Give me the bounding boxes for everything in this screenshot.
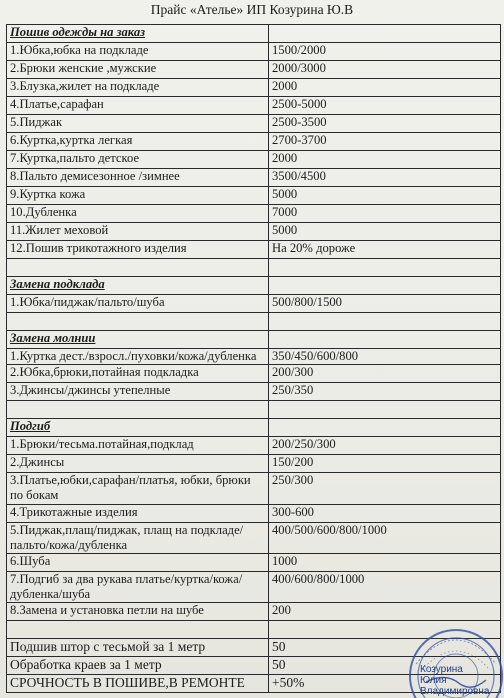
signature-line: Юлия: [420, 675, 447, 686]
service-name: 3.Джинсы/джинсы утепелные: [7, 383, 269, 401]
section-row: [7, 419, 501, 437]
service-name: 6.Куртка,куртка легкая: [7, 133, 269, 151]
service-name: 2.Юбка,брюки,потайная подкладка: [7, 365, 269, 383]
section-row: [7, 277, 501, 295]
service-name: 7.Подгиб за два рукава платье/куртка/кожа/дубленка/шуба: [7, 572, 269, 603]
table-row: [7, 554, 501, 572]
service-price: 7000: [269, 205, 501, 223]
service-name: 5.Пиджак,плащ/пиджак, плащ на подкладе/пальто/кожа/дубленка: [7, 522, 269, 553]
table-row: [7, 473, 501, 504]
table-row: [7, 437, 501, 455]
service-price: 1000: [269, 554, 501, 572]
service-price: 5000: [269, 223, 501, 241]
table-row: [7, 504, 501, 522]
service-name: 11.Жилет меховой: [7, 223, 269, 241]
table-row: [7, 115, 501, 133]
section-title: Пошив одежды на заказ: [7, 25, 269, 43]
table-row: [7, 383, 501, 401]
service-price: 50: [269, 639, 501, 657]
service-name: 7.Куртка,пальто детское: [7, 151, 269, 169]
table-row: [7, 241, 501, 259]
table-row: [7, 79, 501, 97]
table-row: [7, 133, 501, 151]
price-table: [6, 24, 501, 693]
service-name: 1.Куртка дест./взросл./пуховки/кожа/дубленка: [7, 349, 269, 365]
service-price: 2000: [269, 151, 501, 169]
service-price: 5000: [269, 187, 501, 205]
blank-row: [7, 401, 501, 419]
service-name: 4.Платье,сарафан: [7, 97, 269, 115]
table-row: [7, 223, 501, 241]
service-price: 1500/2000: [269, 43, 501, 61]
service-price: 2000/3000: [269, 61, 501, 79]
service-price: 200/250/300: [269, 437, 501, 455]
service-price: +50%: [269, 675, 501, 693]
table-row: [7, 522, 501, 553]
section-row: [7, 331, 501, 349]
service-price: 2500-5000: [269, 97, 501, 115]
blank-row: [7, 313, 501, 331]
service-name: 8.Замена и установка петли на шубе: [7, 603, 269, 621]
service-name: 3.Платье,юбки,сарафан/платья, юбки, брюки по бокам: [7, 473, 269, 504]
table-row: [7, 205, 501, 223]
service-price: На 20% дороже: [269, 241, 501, 259]
table-row: [7, 169, 501, 187]
table-row: [7, 97, 501, 115]
service-price: 150/200: [269, 455, 501, 473]
section-title: Замена молнии: [7, 331, 269, 349]
service-name: 12.Пошив трикотажного изделия: [7, 241, 269, 259]
signature-line: Владимировна: [420, 686, 490, 697]
service-price: 2000: [269, 79, 501, 97]
table-row: [7, 455, 501, 473]
service-price: 350/450/600/800: [269, 349, 501, 365]
section-title: Замена подклада: [7, 277, 269, 295]
table-row: [7, 61, 501, 79]
service-name: 1.Юбка/пиджак/пальто/шуба: [7, 295, 269, 313]
service-price: 200/300: [269, 365, 501, 383]
service-price: 400/500/600/800/1000: [269, 522, 501, 553]
table-row: [7, 43, 501, 61]
blank-row: [7, 259, 501, 277]
service-name: 1.Брюки/тесьма.потайная,подклад: [7, 437, 269, 455]
service-name: Подшив штор с тесьмой за 1 метр: [7, 639, 269, 657]
service-name: 9.Куртка кожа: [7, 187, 269, 205]
service-price: 400/600/800/1000: [269, 572, 501, 603]
service-price: 2500-3500: [269, 115, 501, 133]
table-row: [7, 295, 501, 313]
service-name: 10.Дубленка: [7, 205, 269, 223]
service-price: 2700-3700: [269, 133, 501, 151]
service-name: 6.Шуба: [7, 554, 269, 572]
service-price: 300-600: [269, 504, 501, 522]
service-price: 3500/4500: [269, 169, 501, 187]
service-name: 2.Брюки женские ,мужские: [7, 61, 269, 79]
service-name: 3.Блузка,жилет на подкладе: [7, 79, 269, 97]
page-title: Прайс «Ателье» ИП Козурина Ю.В: [150, 2, 354, 17]
service-price: 500/800/1500: [269, 295, 501, 313]
table-row: [7, 151, 501, 169]
service-price: 250/350: [269, 383, 501, 401]
signature-line: Козурина: [420, 664, 463, 675]
service-name: СРОЧНОСТЬ В ПОШИВЕ,В РЕМОНТЕ: [7, 675, 269, 693]
service-price: 250/300: [269, 473, 501, 504]
section-title: Подгиб: [7, 419, 269, 437]
service-name: 4.Трикотажные изделия: [7, 504, 269, 522]
service-name: Обработка краев за 1 метр: [7, 657, 269, 675]
service-name: 1.Юбка,юбка на подкладе: [7, 43, 269, 61]
service-name: 2.Джинсы: [7, 455, 269, 473]
service-name: 8.Пальто демисезонное /зимнее: [7, 169, 269, 187]
table-row: [7, 365, 501, 383]
service-price: 50: [269, 657, 501, 675]
section-row: [7, 25, 501, 43]
table-row: [7, 187, 501, 205]
table-row: [7, 572, 501, 603]
table-row: [7, 349, 501, 365]
table-row: [7, 603, 501, 621]
signature-block: [420, 664, 489, 697]
service-name: 5.Пиджак: [7, 115, 269, 133]
service-price: 200: [269, 603, 501, 621]
